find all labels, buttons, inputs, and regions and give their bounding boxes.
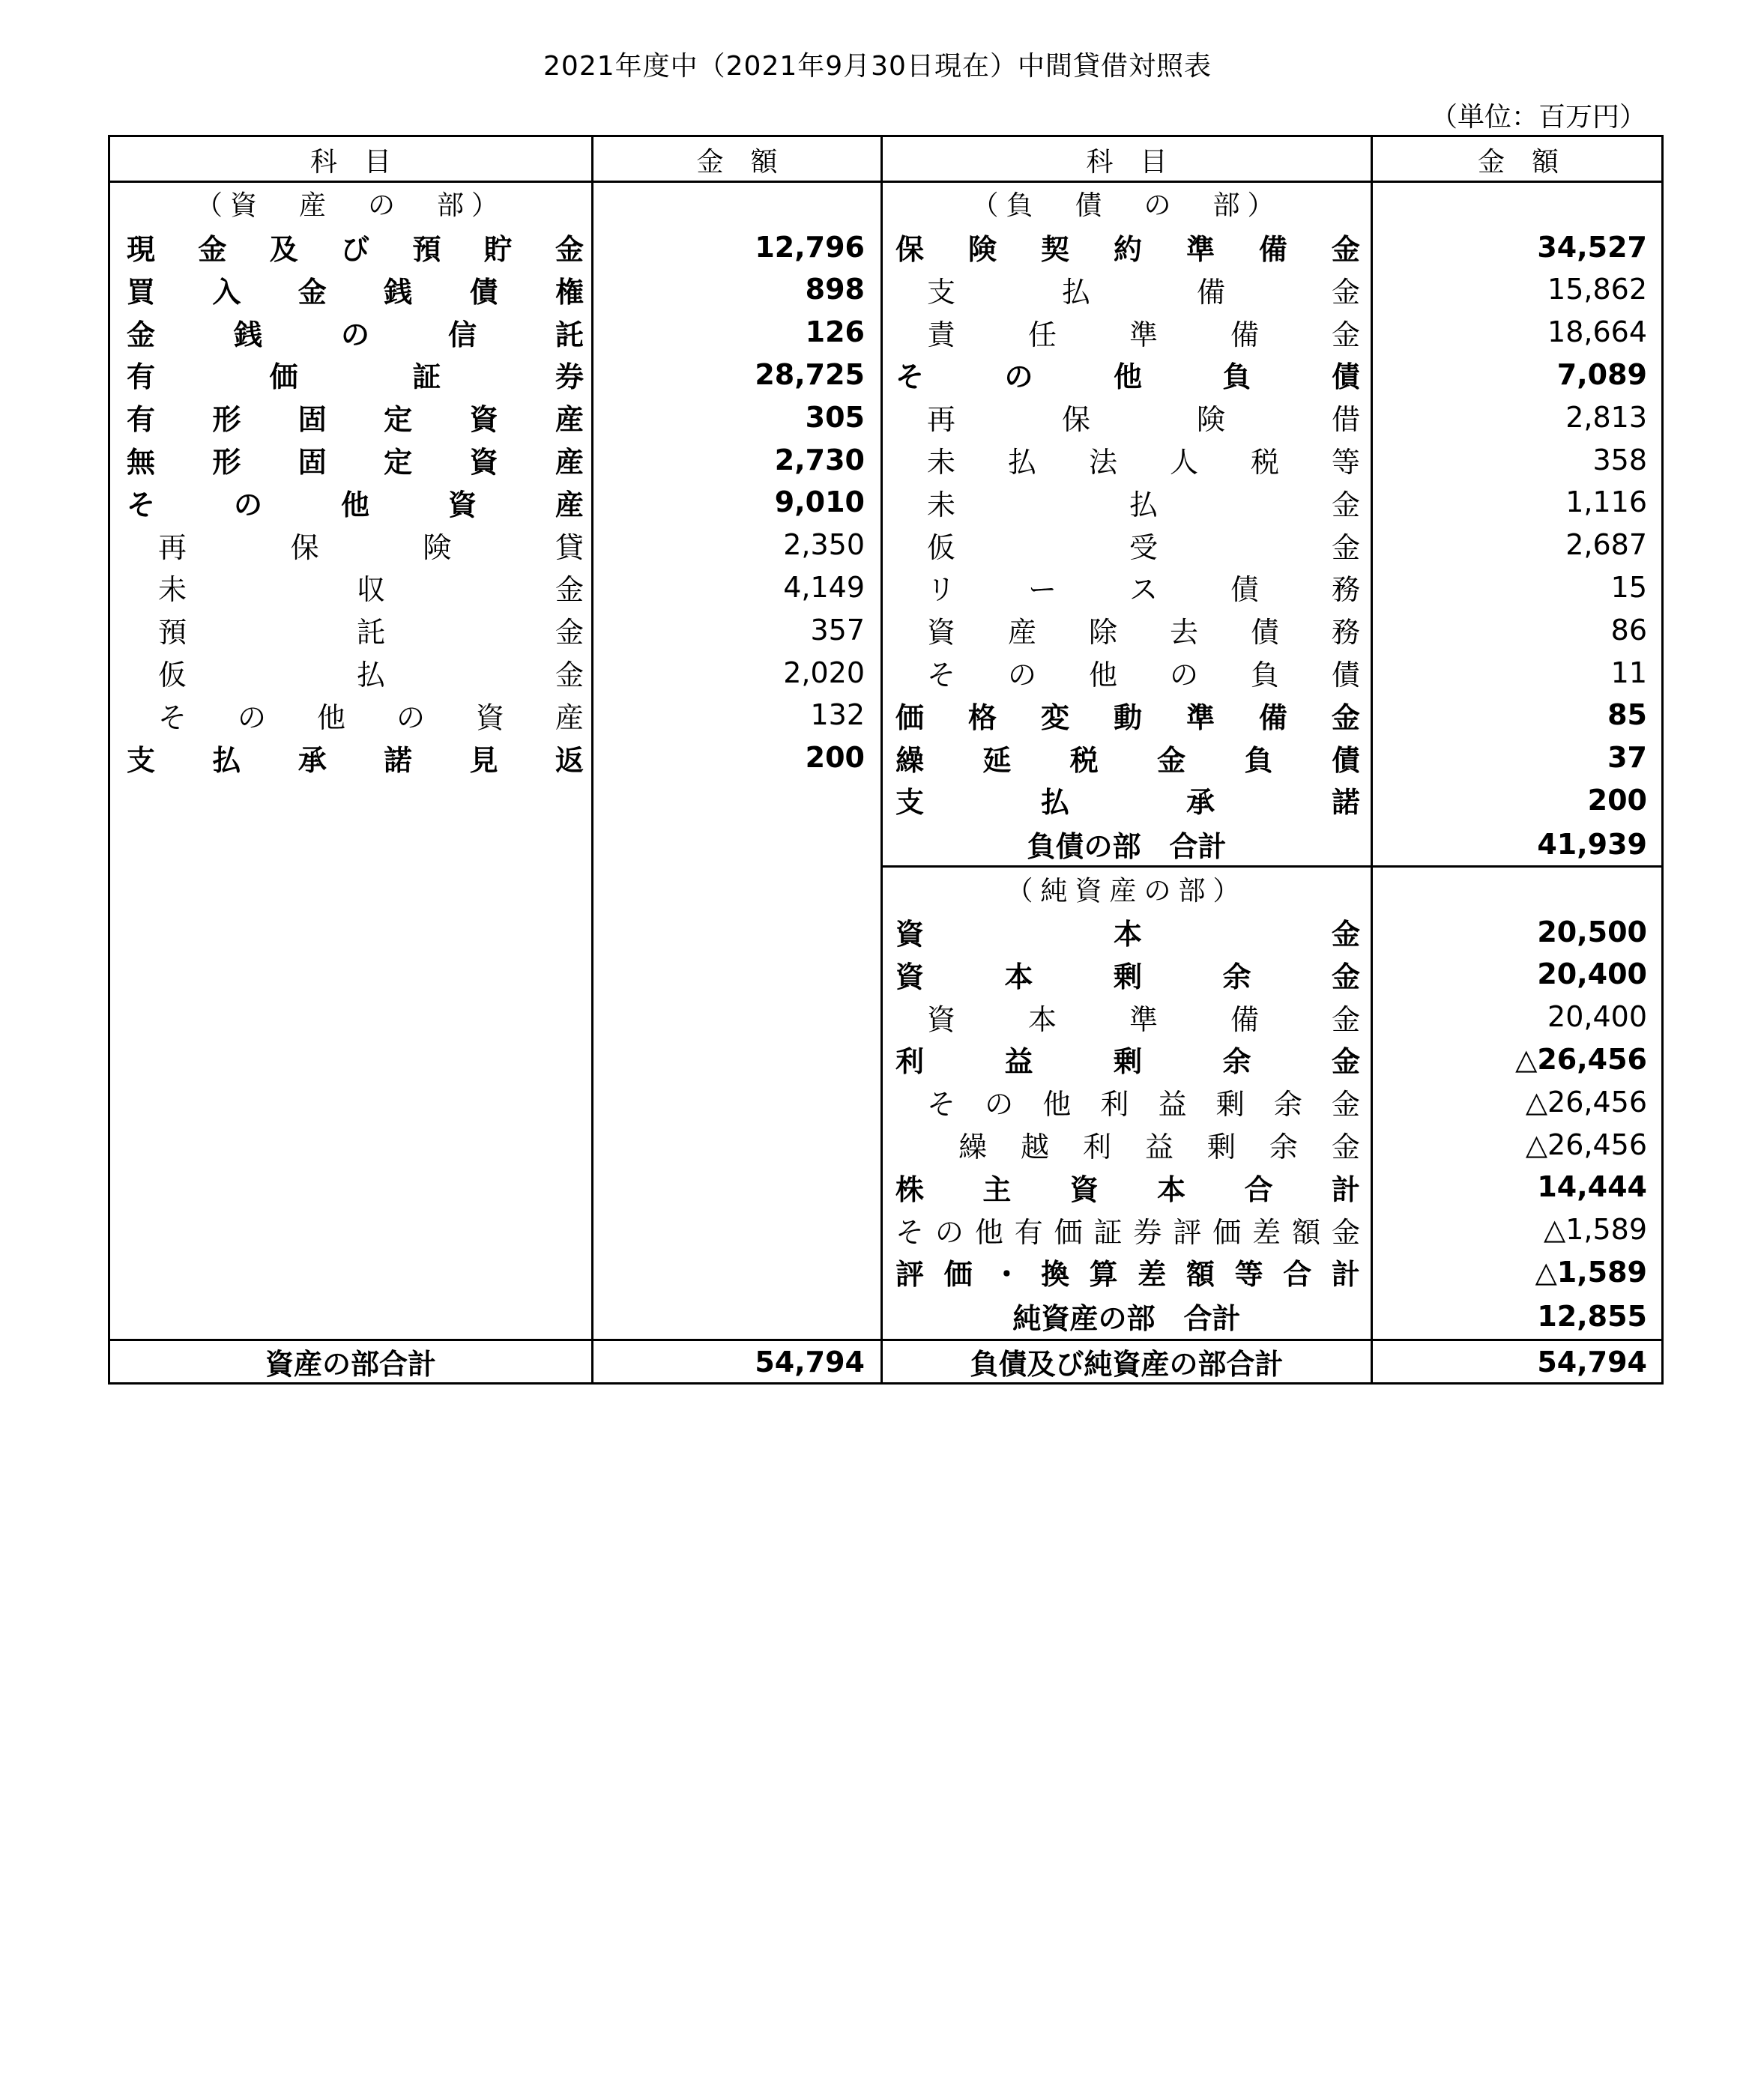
line-item-label: 現 金 及 び 預 貯 金 xyxy=(127,233,584,266)
line-item-value: 12,796 xyxy=(755,230,865,264)
line-item-label: 繰 延 税 金 負 債 xyxy=(895,743,1360,777)
col-divider xyxy=(880,137,883,1382)
line-item-value: 357 xyxy=(810,613,865,647)
line-item-label: 評 価 ・ 換 算 差 額 等 合 計 xyxy=(895,1258,1360,1292)
line-item-label: そ の 他 有 価 証 券 評 価 差 額 金 xyxy=(895,1215,1360,1249)
line-item-label: 金 銭 の 信 託 xyxy=(127,318,584,351)
header-right-amount: 金 額 xyxy=(1477,146,1559,178)
line-item-label: 支 払 備 金 xyxy=(927,275,1360,309)
line-item-label: そ の 他 利 益 剰 余 金 xyxy=(927,1088,1360,1122)
line-item-label: 保 険 契 約 準 備 金 xyxy=(895,233,1360,266)
line-item-label: そ の 他 負 債 xyxy=(895,360,1360,394)
line-item-label: 有 形 固 定 資 産 xyxy=(127,403,584,437)
assets-total-label: 資産の部合計 xyxy=(265,1348,436,1381)
line-item-label: そ の 他 の 負 債 xyxy=(927,659,1360,692)
line-item-label: 預 託 金 xyxy=(158,616,584,650)
line-item-value: 200 xyxy=(805,741,865,775)
line-item-label: 利 益 剰 余 金 xyxy=(895,1045,1360,1079)
line-item-value: 305 xyxy=(805,400,865,434)
line-item-label: 未 収 金 xyxy=(158,573,584,607)
line-item-value: 37 xyxy=(1607,741,1647,775)
line-item-label: 再 保 険 借 xyxy=(927,403,1360,437)
liabilities-total-value: 41,939 xyxy=(1537,827,1647,861)
line-item-value: 86 xyxy=(1610,613,1647,647)
line-item-value: 132 xyxy=(810,698,865,732)
line-item-value: 20,400 xyxy=(1537,957,1647,991)
balance-sheet-table xyxy=(108,135,1664,1385)
header-right-item: 科 目 xyxy=(1086,146,1168,178)
liabilities-equity-total-value: 54,794 xyxy=(1537,1345,1647,1379)
line-item-value: △26,456 xyxy=(1525,1085,1647,1119)
line-item-value: 2,730 xyxy=(774,443,865,476)
line-item-value: 2,350 xyxy=(783,528,865,562)
line-item-label: 資 本 準 備 金 xyxy=(927,1002,1360,1036)
line-item-label: 買 入 金 銭 債 権 xyxy=(127,275,584,309)
line-item-value: 358 xyxy=(1592,443,1647,476)
assets-total-value: 54,794 xyxy=(755,1345,865,1379)
assets-section-title: （資 産 の 部） xyxy=(195,190,506,221)
line-item-label: 資 産 除 去 債 務 xyxy=(927,616,1360,650)
header-left-item: 科 目 xyxy=(309,146,391,178)
line-item-value: 18,664 xyxy=(1547,315,1647,349)
line-item-label: 繰 越 利 益 剰 余 金 xyxy=(958,1131,1360,1164)
liabilities-total-label: 負債の部 合計 xyxy=(1027,830,1227,863)
line-item-label: 未 払 法 人 税 等 xyxy=(927,446,1360,479)
line-item-label: 責 任 準 備 金 xyxy=(927,318,1360,351)
line-item-label: 資 本 剰 余 金 xyxy=(895,960,1360,993)
line-item-value: △1,589 xyxy=(1543,1213,1647,1247)
unit-label: （単位：百万円） xyxy=(1430,102,1646,133)
line-item-value: 14,444 xyxy=(1537,1170,1647,1204)
line-item-label: そ の 他 の 資 産 xyxy=(158,700,584,734)
line-item-value: 7,089 xyxy=(1556,357,1647,391)
line-item-value: 20,500 xyxy=(1537,915,1647,948)
line-item-value: 2,020 xyxy=(783,656,865,689)
line-item-value: △1,589 xyxy=(1535,1255,1647,1289)
line-item-value: 20,400 xyxy=(1547,1000,1647,1034)
line-item-value: 2,687 xyxy=(1565,528,1647,562)
document-title: 2021年度中（2021年9月30日現在）中間貸借対照表 xyxy=(543,51,1212,82)
line-item-value: 85 xyxy=(1607,698,1647,732)
line-item-value: 1,116 xyxy=(1565,485,1647,519)
line-item-label: 無 形 固 定 資 産 xyxy=(127,446,584,479)
line-item-label: リ ー ス 債 務 xyxy=(927,573,1360,607)
line-item-label: 株 主 資 本 合 計 xyxy=(895,1172,1360,1206)
equity-total-label: 純資産の部 合計 xyxy=(1012,1302,1241,1335)
line-item-value: 9,010 xyxy=(774,485,865,519)
line-item-value: 200 xyxy=(1587,783,1647,817)
line-item-label: 再 保 険 貸 xyxy=(158,530,584,564)
line-item-value: 11 xyxy=(1610,656,1647,689)
line-item-label: 支 払 承 諾 見 返 xyxy=(127,743,584,777)
line-item-label: 仮 払 金 xyxy=(158,659,584,692)
line-item-value: 34,527 xyxy=(1537,230,1647,264)
line-item-label: 有 価 証 券 xyxy=(127,360,584,394)
line-item-value: 2,813 xyxy=(1565,400,1647,434)
equity-total-value: 12,855 xyxy=(1537,1299,1647,1333)
line-item-label: そ の 他 資 産 xyxy=(127,488,584,521)
line-item-label: 仮 受 金 xyxy=(927,530,1360,564)
line-item-value: 15,862 xyxy=(1547,273,1647,306)
line-item-value: 898 xyxy=(805,273,865,306)
header-left-amount: 金 額 xyxy=(696,146,778,178)
line-item-label: 価 格 変 動 準 備 金 xyxy=(895,700,1360,734)
line-item-value: 4,149 xyxy=(783,570,865,604)
liabilities-section-title: （負 債 の 部） xyxy=(971,190,1282,221)
line-item-value: 126 xyxy=(805,315,865,349)
line-item-value: 28,725 xyxy=(755,357,865,391)
line-item-label: 未 払 金 xyxy=(927,488,1360,521)
line-item-value: △26,456 xyxy=(1515,1042,1647,1076)
line-item-value: △26,456 xyxy=(1525,1128,1647,1161)
line-item-label: 資 本 金 xyxy=(895,918,1360,951)
liabilities-equity-total-label: 負債及び純資産の部合計 xyxy=(970,1348,1284,1381)
line-item-label: 支 払 承 諾 xyxy=(895,786,1360,820)
line-item-value: 15 xyxy=(1610,570,1647,604)
equity-section-title: （純資産の部） xyxy=(1006,876,1248,907)
